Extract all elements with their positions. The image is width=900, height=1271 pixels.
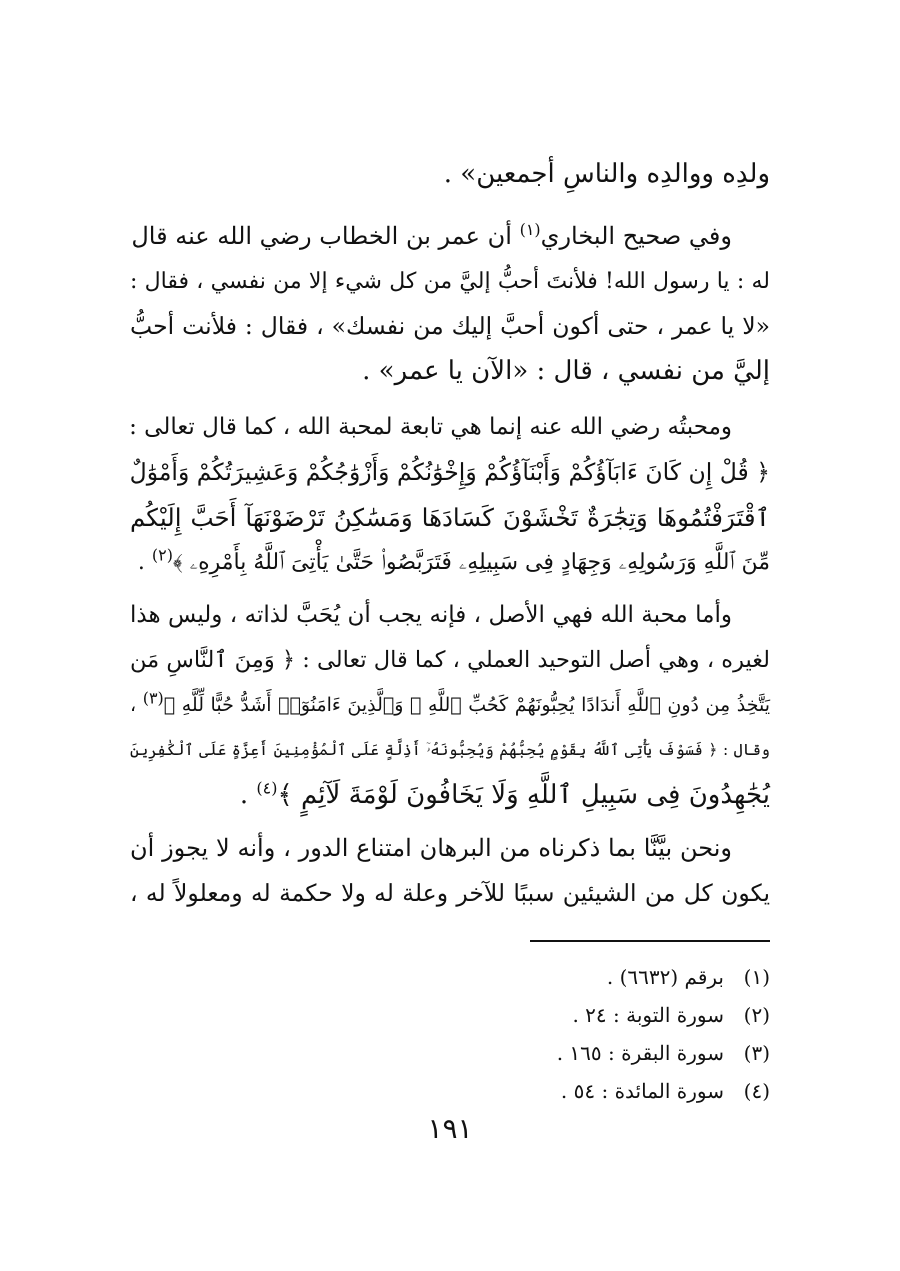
text-fragment: مِّنَ ٱللَّهِ وَرَسُولِهِۦ وَجِهَادٍ فِى سَبِيلِهِۦ فَتَرَبَّصُوا۟ حَتَّىٰ يَأْتِىَ ٱللَّهُ بِأَمْرِهِۦ ﴾ [172, 550, 770, 575]
footnote-divider [530, 940, 770, 942]
period: . [239, 780, 257, 810]
footnote-3 [270, 1034, 770, 1072]
footnote-number: (٢) [743, 1003, 770, 1027]
footnote-ref-2: (٢) [151, 545, 173, 565]
text-line [130, 214, 770, 259]
footnote-ref-3: (٣) [142, 688, 164, 708]
text-line: له : يا رسول الله! فلأنتَ أحبُّ إليَّ من كل شيء إلا من نفسي ، فقال : [130, 269, 770, 294]
quran-verse-line: ٱقْتَرَفْتُمُوهَا وَتِجَٰرَةٌ تَخْشَوْنَ كَسَادَهَا وَمَسَٰكِنُ تَرْضَوْنَهَآ أَحَبَّ إِلَيْكُم [130, 503, 770, 532]
paragraph-circularity [130, 826, 770, 916]
paragraph-bukhari [130, 214, 770, 394]
period: . [137, 550, 152, 575]
text-line: إليَّ من نفسي ، قال : «الآن يا عمر» . [362, 356, 770, 386]
paragraph-love-of-god [130, 593, 770, 818]
text-line: ولدِه ووالدِه والناسِ أجمعين» . [443, 159, 770, 189]
quran-verse-line [130, 540, 770, 585]
footnote-number: (١) [743, 965, 770, 989]
text-fragment: وفي صحيح البخاري [540, 222, 732, 250]
footnote-4 [270, 1072, 770, 1110]
footnote-ref-1: (١) [519, 220, 541, 239]
footnotes [270, 958, 770, 1110]
text-fragment: أن عمر بن الخطاب رضي الله عنه قال [131, 222, 512, 250]
quran-verse-line [130, 773, 770, 818]
footnote-text: سورة التوبة : ٢٤ . [572, 1003, 724, 1027]
footnote-2 [270, 996, 770, 1034]
footnote-ref-4: (٤) [256, 778, 278, 798]
text-line: لغيره ، وهي أصل التوحيد العملي ، كما قال تعالى : ﴿ وَمِنَ ٱلنَّاسِ مَن [130, 647, 770, 673]
quran-verse-line: ﴿ قُلْ إِن كَانَ ءَابَآؤُكُمْ وَأَبْنَآؤُكُمْ وَإِخْوَٰنُكُمْ وَأَزْوَٰجُكُمْ وَعَشِيرَتُكُمْ وَأَمْوَٰلٌ [129, 458, 770, 486]
paragraph-love-of-prophet [130, 405, 770, 585]
text-line: ونحن بيَّنَّا بما ذكرناه من البرهان امتناع الدور ، وأنه لا يجوز أن [130, 834, 732, 862]
text-line: يكون كل من الشيئين سببًا للآخر وعلة له ولا حكمة له ومعلولاً له ، [130, 879, 770, 907]
text-fragment: يُجَٰهِدُونَ فِى سَبِيلِ ٱللَّهِ وَلَا يَخَافُونَ لَوْمَةَ لَآئِمٍ ﴾ [277, 780, 770, 810]
paragraph-continuation [130, 152, 770, 197]
footnote-number: (٤) [743, 1079, 770, 1103]
text-line: «لا يا عمر ، حتى أكون أحبَّ إليك من نفسك» ، فقال : فلأنت أحبُّ [130, 312, 770, 340]
text-line: ومحبتُه رضي الله عنه إنما هي تابعة لمحبة الله ، كما قال تعالى : [129, 414, 732, 440]
footnote-text: برقم (٦٦٣٢) . [606, 965, 724, 989]
comma: ، [130, 694, 143, 716]
quran-verse-line [130, 683, 770, 728]
footnote-text: سورة البقرة : ١٦٥ . [556, 1041, 724, 1065]
footnote-text: سورة المائدة : ٥٤ . [560, 1079, 724, 1103]
text-fragment: يَتَّخِذُ مِن دُونِ ٱللَّهِ أَندَادًا يُحِبُّونَهُمْ كَحُبِّ ٱللَّهِ ۖ وَٱلَّذِينَ ءَامَنُوٓا۟ أَشَدُّ حُبًّا لِّلَّهِ ﴾ [163, 694, 770, 716]
text-line: وأما محبة الله فهي الأصل ، فإنه يجب أن يُحَبَّ لذاته ، وليس هذا [130, 602, 732, 628]
quran-verse-line: وقال : ﴿ فَسَوْفَ يَأْتِى ٱللَّهُ بِقَوْمٍ يُحِبُّهُمْ وَيُحِبُّونَهُۥٓ أَذِلَّةٍ عَلَى ٱلْمُؤْمِنِينَ أَعِزَّةٍ عَلَى ٱلْكَٰفِرِينَ [130, 741, 770, 759]
footnote-1 [270, 958, 770, 996]
footnote-number: (٣) [743, 1041, 770, 1065]
page-number: ١٩١ [427, 1112, 473, 1145]
